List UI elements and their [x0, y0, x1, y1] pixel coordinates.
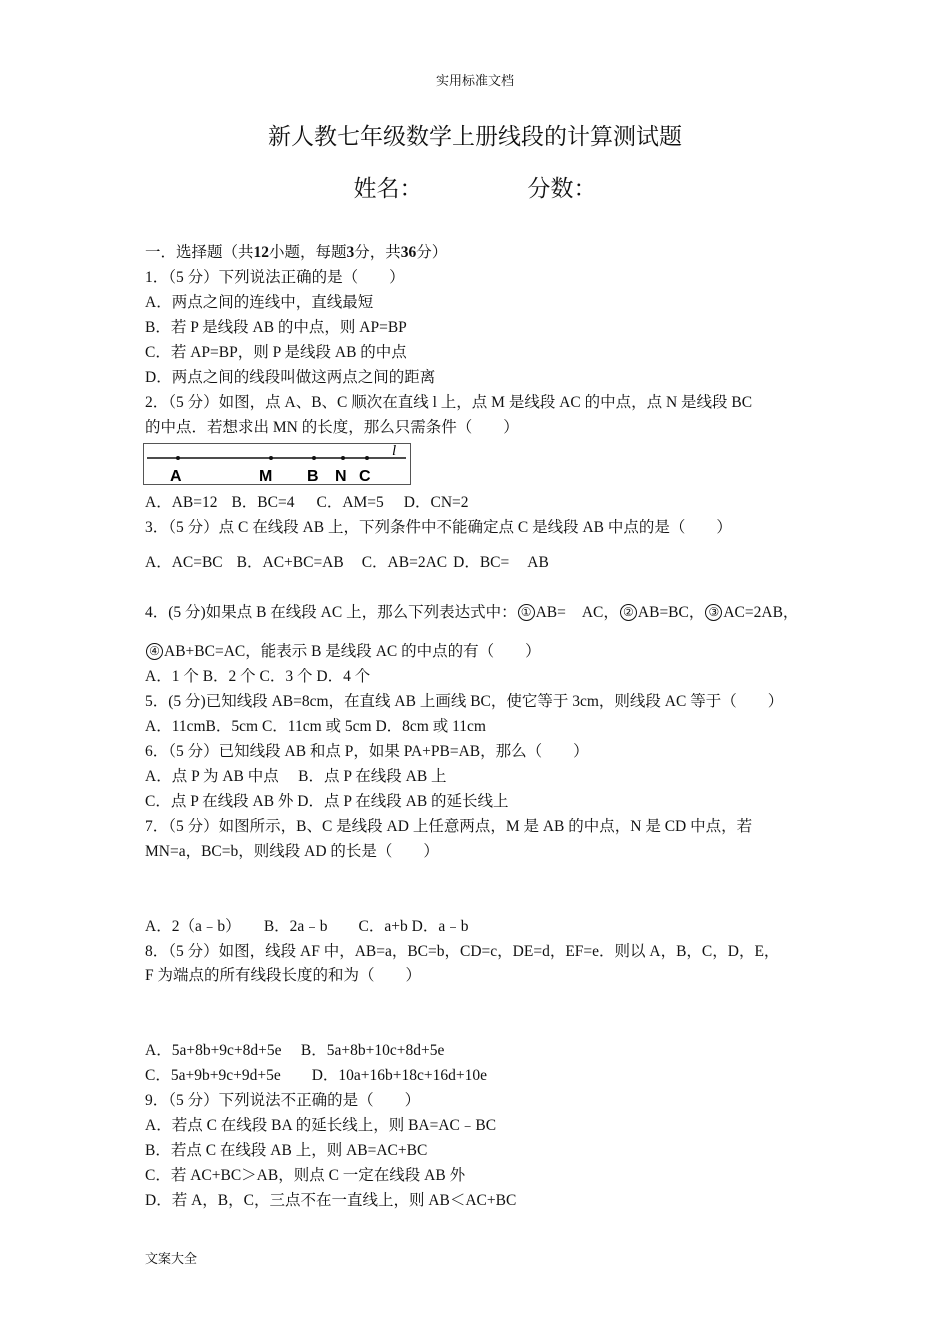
q6-options-ab: A．点 P 为 AB 中点 B．点 P 在线段 AB 上: [145, 768, 447, 785]
page-title: 新人教七年级数学上册线段的计算测试题: [268, 124, 682, 149]
q7-stem-line1: 7．（5 分）如图所示，B、C 是线段 AD 上任意两点，M 是 AB 的中点，N 是 CD 中点，若: [145, 818, 753, 835]
q9-option-b: B．若点 C 在线段 AB 上，则 AB=AC+BC: [145, 1142, 428, 1159]
label-m: M: [259, 468, 273, 484]
page-footer: 文案大全: [145, 1251, 198, 1266]
name-label: 姓名：: [353, 176, 423, 201]
q3-options: A．AC=BC B．AC+BC=AB C．AB=2AC D．BC= AB: [145, 554, 549, 571]
q9-option-d: D．若 A，B，C，三点不在一直线上，则 AB＜AC+BC: [145, 1192, 517, 1209]
q7-options: A．2（a﹣b） B．2a﹣b C．a+b D．a﹣b: [145, 918, 469, 935]
q9-option-a: A．若点 C 在线段 BA 的延长线上，则 BA=AC﹣BC: [145, 1117, 497, 1134]
q1-stem: 1．（5 分）下列说法正确的是（ ）: [145, 269, 405, 286]
point-a: [176, 456, 180, 460]
label-b: B: [307, 468, 319, 484]
q1-option-d: D．两点之间的线段叫做这两点之间的距离: [145, 369, 436, 386]
q5-stem: 5．(5 分)已知线段 AB=8cm，在直线 AB 上画线 BC，使它等于 3cm，则线段 AC 等于（ ）: [145, 693, 784, 710]
q9-stem: 9．（5 分）下列说法不正确的是（ ）: [145, 1092, 421, 1109]
point-n: [341, 456, 345, 460]
name-score-row: [0, 170, 950, 203]
point-c: [365, 456, 369, 460]
q2-line-figure: [143, 443, 411, 485]
q8-options-ab: A．5a+8b+9c+8d+5e B．5a+8b+10c+8d+5e: [145, 1042, 445, 1059]
score-label: 分数：: [527, 176, 597, 201]
q7-stem-line2: MN=a，BC=b，则线段 AD 的长是（ ）: [145, 843, 439, 860]
q8-stem-line1: 8．（5 分）如图，线段 AF 中，AB=a，BC=b，CD=c，DE=d，EF=e．则以 A，B，C，D，E，: [145, 943, 780, 960]
label-l: l: [392, 444, 397, 459]
q9-option-c: C．若 AC+BC＞AB，则点 C 一定在线段 AB 外: [145, 1167, 466, 1184]
q6-options-cd: C．点 P 在线段 AB 外 D．点 P 在线段 AB 的延长线上: [145, 793, 509, 810]
point-m: [269, 456, 273, 460]
q1-option-a: A．两点之间的连线中，直线最短: [145, 294, 374, 311]
q1-option-b: B．若 P 是线段 AB 的中点，则 AP=BP: [145, 319, 407, 336]
q4-options: A．1 个 B．2 个 C．3 个 D．4 个: [145, 668, 371, 685]
q5-options: A．11cmB．5cm C．11cm 或 5cm D．8cm 或 11cm: [145, 718, 486, 735]
q2-line-svg: [144, 444, 410, 484]
q6-stem: 6．（5 分）已知线段 AB 和点 P，如果 PA+PB=AB，那么（ ）: [145, 743, 589, 760]
label-a: A: [170, 468, 182, 484]
q1-option-c: C．若 AP=BP，则 P 是线段 AB 的中点: [145, 344, 407, 361]
label-n: N: [335, 468, 347, 484]
point-b: [312, 456, 316, 460]
q2-options: A．AB=12 B．BC=4 C．AM=5 D．CN=2: [145, 494, 469, 511]
q2-stem-line2: 的中点．若想求出 MN 的长度，那么只需条件（ ）: [145, 419, 519, 436]
q8-options-cd: C．5a+9b+9c+9d+5e D．10a+16b+18c+16d+10e: [145, 1067, 487, 1084]
q8-stem-line2: F 为端点的所有线段长度的和为（ ）: [145, 967, 421, 984]
label-c: C: [359, 468, 371, 484]
section-heading: 一．选择题（共12小题，每题3分，共36分）: [145, 244, 448, 261]
q4-stem-line2: ④ AB+BC=AC，能表示 B 是线段 AC 的中点的有（ ）: [145, 642, 541, 662]
q2-stem-line1: 2．（5 分）如图，点 A、B、C 顺次在直线 l 上，点 M 是线段 AC 的中点，点 N 是线段 BC: [145, 394, 753, 411]
q3-stem: 3．（5 分）点 C 在线段 AB 上，下列条件中不能确定点 C 是线段 AB 中点的是（ ）: [145, 519, 732, 536]
page-header: 实用标准文档: [435, 73, 514, 88]
q4-stem-line1: 4．(5 分)如果点 B 在线段 AC 上，那么下列表达式中： ① AB= AC， ② AB=BC， ③ AC=2AB，: [145, 604, 799, 621]
